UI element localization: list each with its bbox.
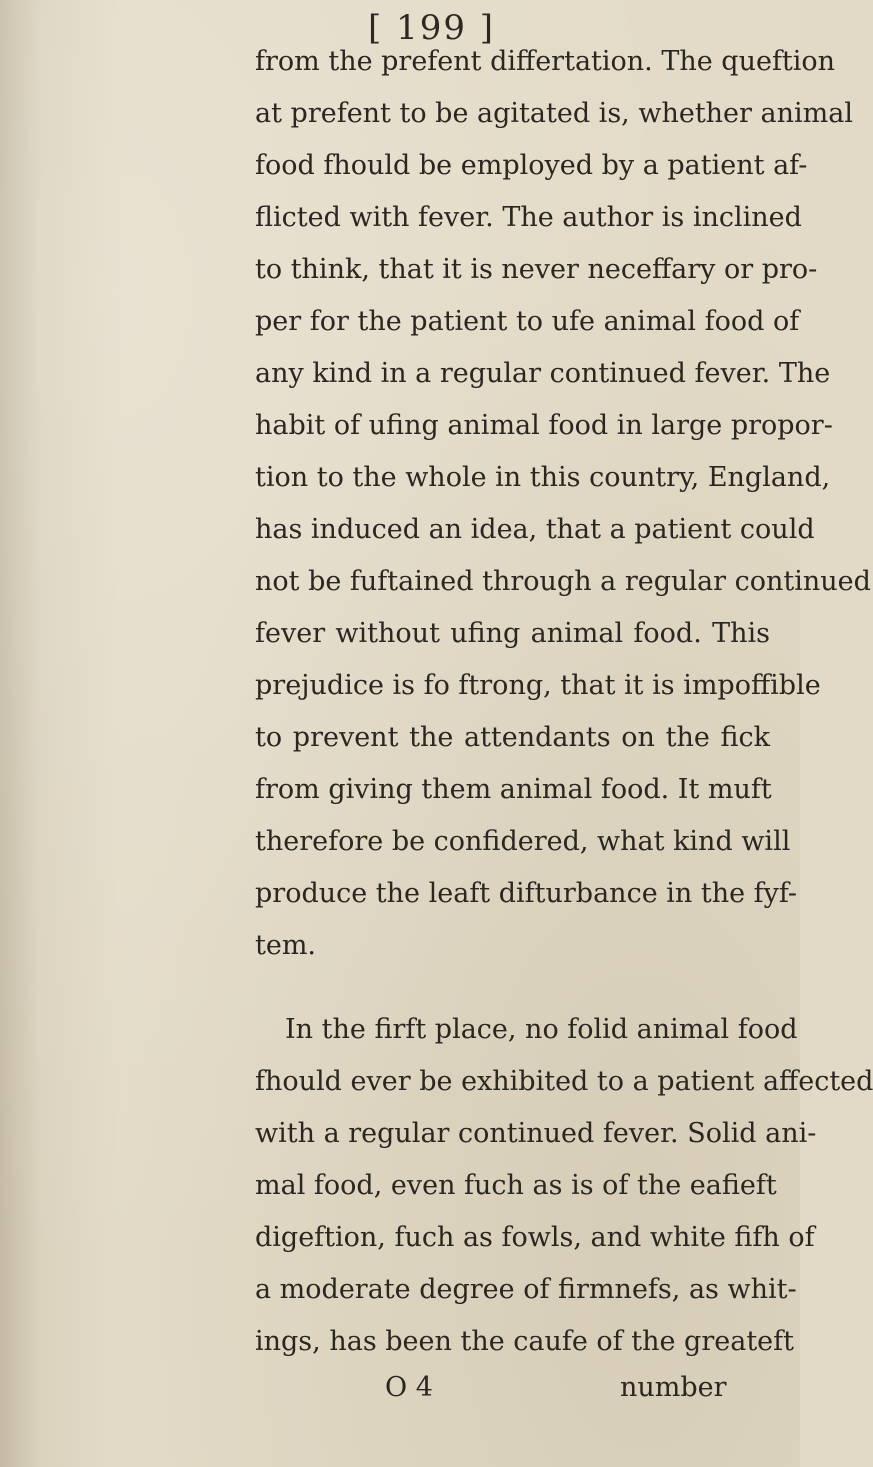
signature-mark: O 4 xyxy=(385,1372,433,1403)
text-line: ings, has been the caufe of the greateft xyxy=(255,1326,794,1357)
text-line: prejudice is fo ftrong, that it is impoffible xyxy=(255,670,821,701)
text-line: digeftion, fuch as fowls, and white fifh of xyxy=(255,1222,815,1253)
text-line: not be fuftained through a regular continued xyxy=(255,566,871,597)
text-line: has induced an idea, that a patient could xyxy=(255,514,815,545)
text-line: with a regular continued fever. Solid ani- xyxy=(255,1118,817,1149)
text-line: at prefent to be agitated is, whether animal xyxy=(255,98,853,129)
text-line: produce the leaft difturbance in the fyf- xyxy=(255,878,798,909)
text-line: a moderate degree of firmnefs, as whit- xyxy=(255,1274,797,1305)
text-line: fever without ufing animal food. This xyxy=(255,618,770,649)
text-line: mal food, even fuch as is of the eafieft xyxy=(255,1170,777,1201)
text-line: therefore be confidered, what kind will xyxy=(255,826,791,857)
text-line: habit of ufing animal food in large propor- xyxy=(255,410,833,441)
text-line: fhould ever be exhibited to a patient affected xyxy=(255,1066,873,1097)
text-line: from the prefent differtation. The queftion xyxy=(255,46,836,77)
text-line: flicted with fever. The author is inclined xyxy=(255,202,802,233)
text-line: food fhould be employed by a patient af- xyxy=(255,150,808,181)
page-number: [ 199 ] xyxy=(368,8,496,48)
text-line: to think, that it is never neceffary or pro- xyxy=(255,254,818,285)
text-line: any kind in a regular continued fever. The xyxy=(255,358,831,389)
text-line: tion to the whole in this country, England, xyxy=(255,462,831,493)
text-line: to prevent the attendants on the fick xyxy=(255,722,770,753)
text-line: from giving them animal food. It muft xyxy=(255,774,772,805)
text-line: per for the patient to ufe animal food of xyxy=(255,306,800,337)
catchword: number xyxy=(620,1372,727,1403)
text-line: In the firft place, no folid animal food xyxy=(285,1014,798,1045)
text-line: tem. xyxy=(255,930,317,961)
